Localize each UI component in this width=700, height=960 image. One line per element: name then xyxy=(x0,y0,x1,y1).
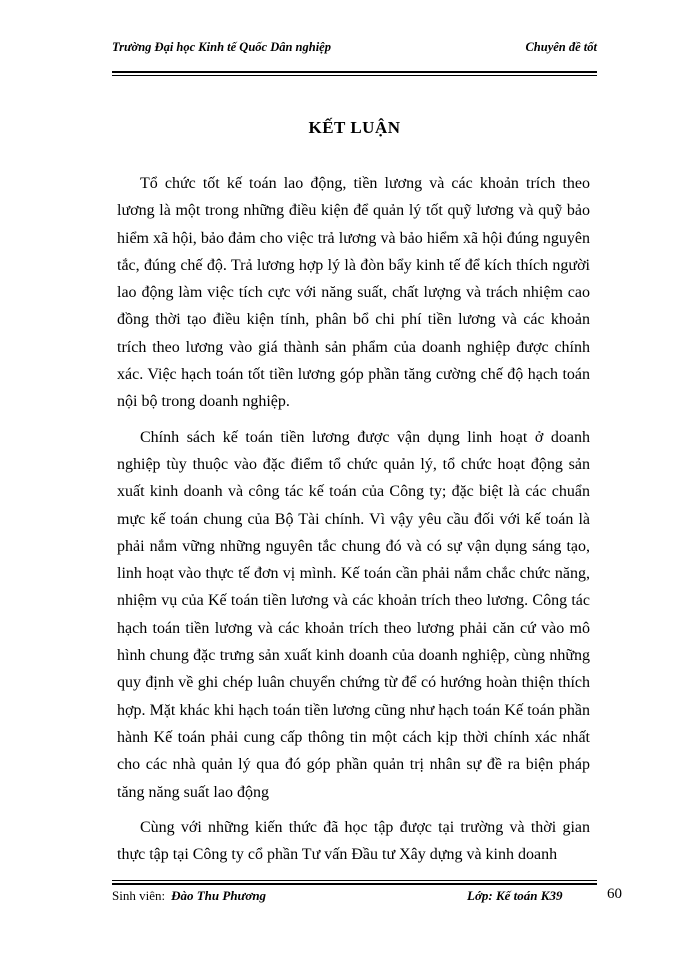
header-rule-thick xyxy=(112,71,597,73)
header-university: Trường Đại học Kinh tế Quốc Dân nghiệp xyxy=(112,40,331,54)
footer-student-label: Sinh viên: xyxy=(112,888,166,903)
body-text xyxy=(117,170,590,876)
paragraph-3: Cùng với những kiến thức đã học tập được tại trường và thời gian thực tập tại Công ty cổ phần Tư vấn Đầu tư Xây dựng và kinh doanh xyxy=(117,818,590,864)
header-rule-thin xyxy=(112,75,597,76)
footer-rule-thin xyxy=(112,880,597,881)
footer-rule-thick xyxy=(112,883,597,885)
page-footer xyxy=(112,888,622,908)
footer-class: Lớp: Kế toán K39 xyxy=(467,888,563,903)
header-thesis-type: Chuyên đề tốt xyxy=(525,40,597,54)
page-number: 60 xyxy=(607,886,622,902)
paragraph-1: Tổ chức tốt kế toán lao động, tiền lương và các khoản trích theo lương là một trong những điều kiện để quản lý tốt quỹ lương và quỹ bảo hiểm xã hội, bảo đảm cho việc trả lương và bảo hiểm xã hội đúng nguyên tắc, đúng chế độ. Trả lương hợp lý là đòn bẩy kinh tế để kích thích người lao động làm việc tích cực với năng suất, chất lượng và trách nhiệm cao đồng thời tạo điều kiện tính, phân bổ chi phí tiền lương và các khoản trích theo lương vào giá thành sản phẩm của doanh nghiệp được chính xác. Việc hạch toán tốt tiền lương góp phần tăng cường chế độ hạch toán nội bộ trong doanh nghiệp. xyxy=(117,175,590,411)
footer-student xyxy=(112,888,266,904)
page-header xyxy=(112,40,597,72)
footer-student-name: Đào Thu Phương xyxy=(171,888,267,903)
paragraph-2: Chính sách kế toán tiền lương được vận dụng linh hoạt ở doanh nghiệp tùy thuộc vào đặc điểm tổ chức quản lý, tổ chức hoạt động sản xuất kinh doanh và công tác kế toán của Công ty; đặc biệt là các chuẩn mực kế toán chung của Bộ Tài chính. Vì vậy yêu cầu đối với kế toán là phải nắm vững những nguyên tắc chung đó và có sự vận dụng sáng tạo, linh hoạt vào thực tế đơn vị mình. Kế toán cần phải nắm chắc chức năng, nhiệm vụ của Kế toán tiền lương và các khoản trích theo lương. Công tác hạch toán tiền lương và các khoản trích theo lương phải căn cứ vào mô hình chung đặc trưng sản xuất kinh doanh của doanh nghiệp, cùng những quy định về ghi chép luân chuyển chứng từ để có hướng hoàn thiện thích hợp. Mặt khác khi hạch toán tiền lương cũng như hạch toán Kế toán phần hành Kế toán phải cung cấp thông tin một cách kịp thời chính xác nhất cho các nhà quản lý qua đó góp phần quản trị nhân sự đề ra biện pháp tăng năng suất lao động xyxy=(117,428,590,801)
page-title: KẾT LUẬN xyxy=(308,118,401,137)
